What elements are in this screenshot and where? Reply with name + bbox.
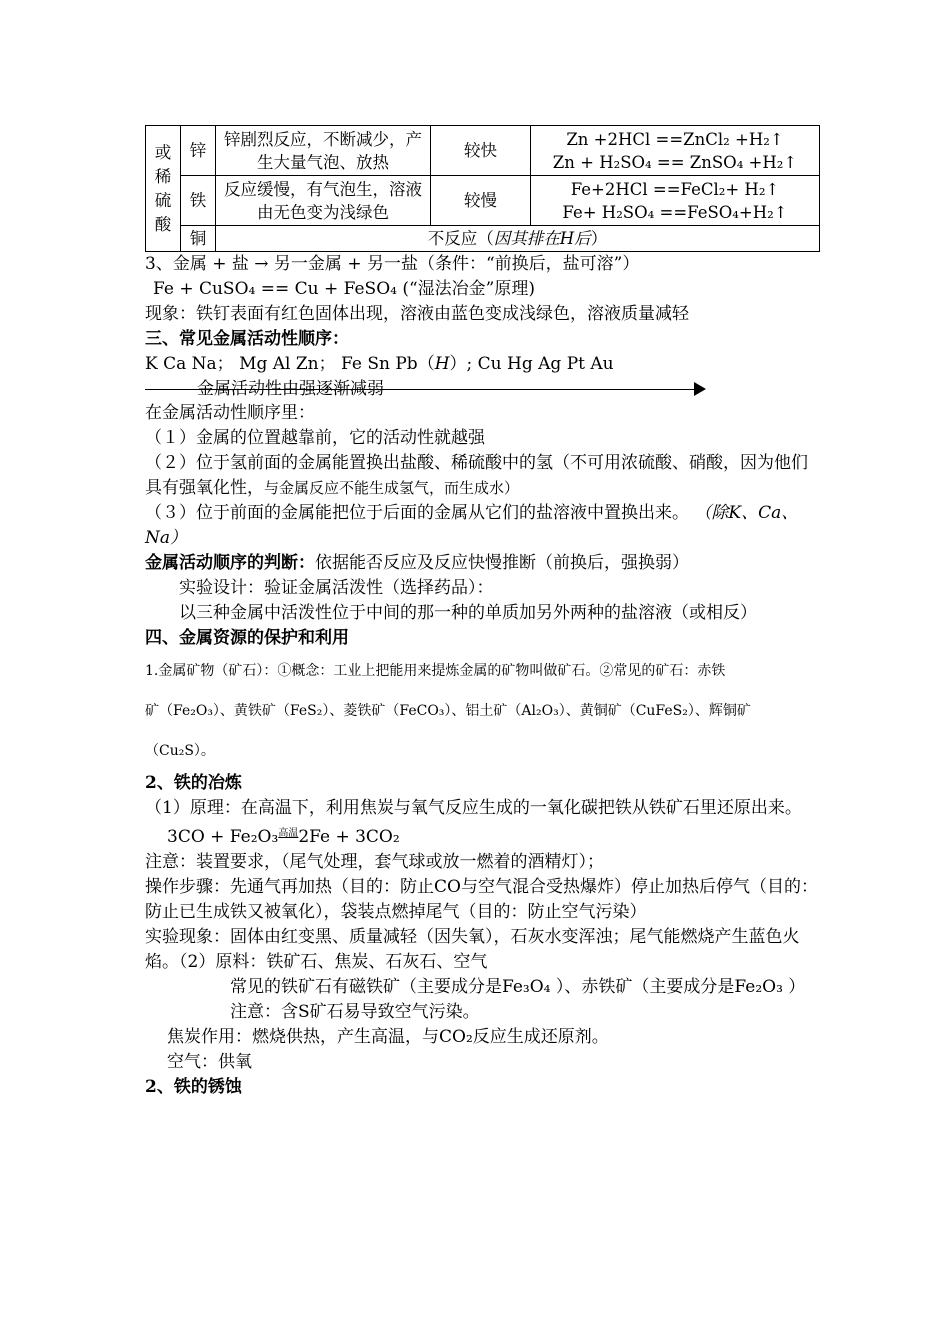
text-line: 矿（Fe₂O₃）、黄铁矿（FeS₂）、菱铁矿（FeCO₃）、铝土矿（Al₂O₃）、黄铜矿（CuFeS₂）、辉铜矿 [145,703,751,719]
text-line: 1.金属矿物（矿石）：①概念：工业上把能用来提炼金属的矿物叫做矿石。②常见的矿石：赤铁 [145,663,726,679]
activity-series: K Ca Na； Mg Al Zn； Fe Sn Pb（H）; Cu Hg Ag Pt Au [145,354,614,374]
text-line: 现象：铁钉表面有红色固体出现，溶液由蓝色变成浅绿色，溶液质量减轻 [145,304,689,324]
equation-cell [531,176,820,226]
metal-cell: 铁 [181,176,216,226]
reaction-table [145,125,820,252]
text-line: 在金属活动性顺序里： [145,403,315,423]
metal-cell: 锌 [181,126,216,176]
text-line: （Cu₂S）。 [145,743,215,759]
text-line: 金属活动顺序的判断：依据能否反应及反应快慢推断（前换后，强换弱） [145,553,689,573]
text-line: 以三种金属中活泼性位于中间的那一种的单质加另外两种的盐溶液（或相反） [179,603,757,623]
section-heading: 四、金属资源的保护和利用 [145,628,349,648]
equation: Fe+ H₂SO₄ ==FeSO₄+H₂↑ [562,202,788,222]
document-page [145,125,820,1100]
table-row [146,126,820,176]
arrow-label: 金属活动性由强逐渐减弱 [197,379,384,399]
text-line: （２）位于氢前面的金属能置换出盐酸、稀硫酸中的氢（不可用浓硫酸、硝酸，因为他们具有强氧化性，与金属反应不能生成氢气，而生成水） [145,453,808,498]
rate-cell: 较快 [431,126,531,176]
section-heading: 三、常见金属活动性顺序： [145,329,349,349]
no-reaction-cell: 不反应（因其排在H后） [216,226,820,252]
text-line: 实验设计：验证金属活泼性（选择药品）： [179,578,494,598]
group-label: 或稀硫酸 [146,126,181,252]
table-row [146,226,820,252]
text-line: 注意：装置要求，（尾气处理，套气球或放一燃着的酒精灯）； [145,852,604,872]
equation: Zn + H₂SO₄ == ZnSO₄ +H₂↑ [552,152,798,172]
text-line: 常见的铁矿石有磁铁矿（主要成分是Fe₃O₄ ）、赤铁矿（主要成分是Fe₂O₃ ） [230,977,806,997]
text-line: 3、金属 + 盐 → 另一金属 + 另一盐（条件：“前换后，盐可溶”） [145,254,640,274]
section-heading: 2、铁的锈蚀 [145,1077,242,1097]
text-line: （1）原理：在高温下，利用焦炭与氧气反应生成的一氧化碳把铁从铁矿石里还原出来。 [145,798,802,818]
text-line: （１）金属的位置越靠前，它的活动性就越强 [145,428,485,448]
equation-cell [531,126,820,176]
text-line: 操作步骤：先通气再加热（目的：防止CO与空气混合受热爆炸）停止加热后停气（目的：防止已生成铁又被氧化），袋装点燃掉尾气（目的：防止空气污染） [145,877,818,922]
rate-cell: 较慢 [431,176,531,226]
text-line: 注意：含S矿石易导致空气污染。 [230,1002,480,1022]
equation-line: 3CO + Fe₂O₃高温2Fe + 3CO₂ [167,827,400,847]
table-row [146,176,820,226]
text-line: （３）位于前面的金属能把位于后面的金属从它们的盐溶液中置换出来。 （除K、Ca、Na） [145,503,799,548]
text-line: 空气：供氧 [167,1052,252,1072]
section-heading: 2、铁的冶炼 [145,773,242,793]
phenomenon-cell: 反应缓慢，有气泡生，溶液由无色变为浅绿色 [216,176,431,226]
arrow-head-icon [694,382,706,396]
phenomenon-cell: 锌剧烈反应，不断减少，产生大量气泡、放热 [216,126,431,176]
equation-line: Fe + CuSO₄ == Cu + FeSO₄ (“湿法冶金”原理) [153,279,536,299]
equation: Fe+2HCl ==FeCl₂+ H₂↑ [570,179,780,199]
text-line: 焦炭作用：燃烧供热，产生高温，与CO₂反应生成还原剂。 [167,1027,609,1047]
metal-cell: 铜 [181,226,216,252]
activity-arrow [145,377,820,401]
equation: Zn +2HCl ==ZnCl₂ +H₂↑ [566,129,784,149]
text-line: 实验现象：固体由红变黑、质量减轻（因失氧），石灰水变浑浊；尾气能燃烧产生蓝色火焰。（2）原料：铁矿石、焦炭、石灰石、空气 [145,927,800,972]
